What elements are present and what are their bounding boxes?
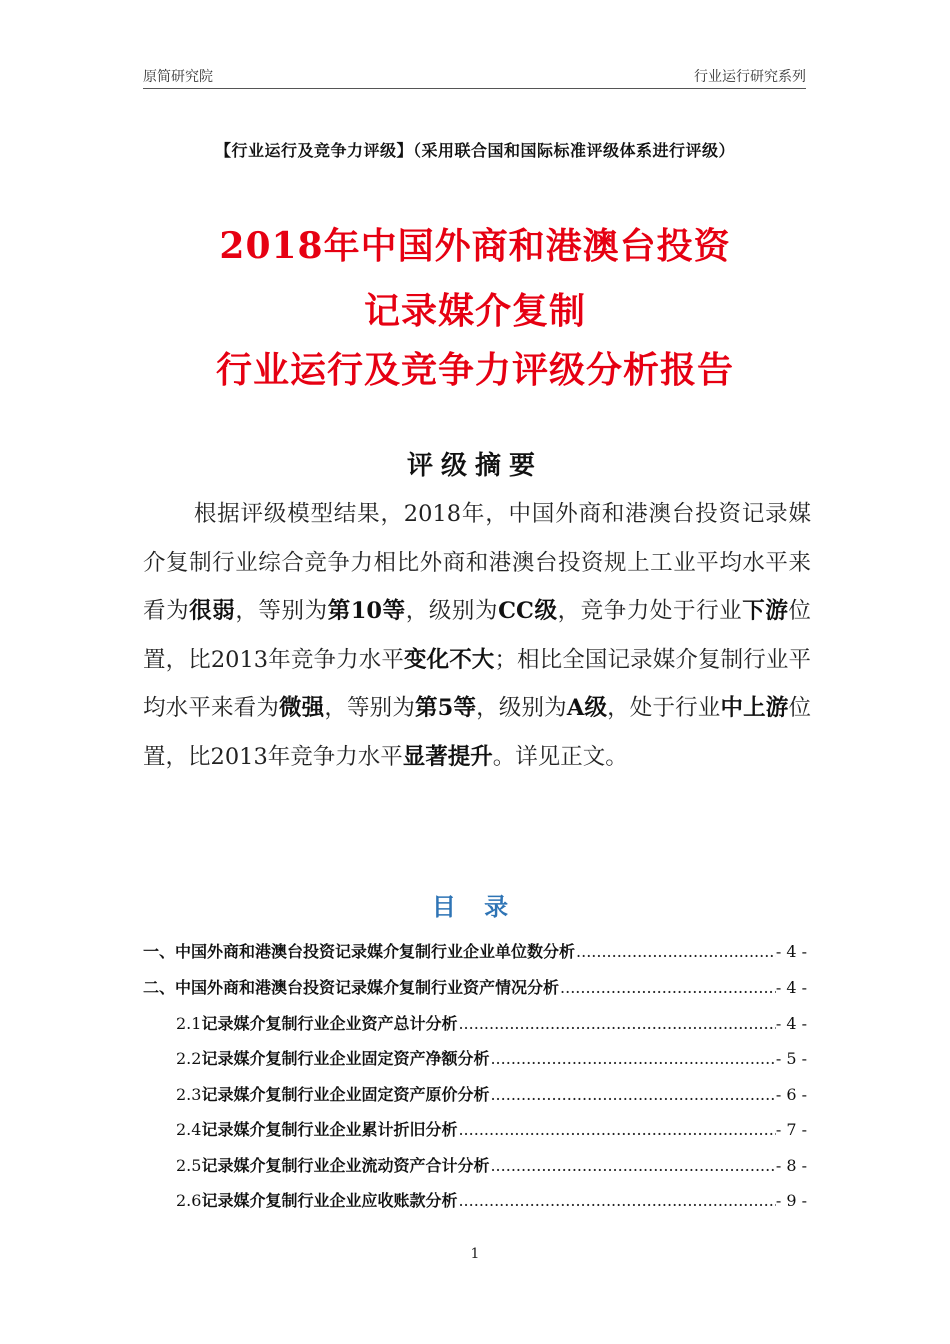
abstract-text: ，等别为 bbox=[235, 598, 328, 625]
toc-entry-number: 2.2 bbox=[176, 1049, 202, 1068]
toc-entry[interactable] bbox=[176, 1153, 807, 1177]
abstract-emphasis: A级 bbox=[566, 695, 608, 722]
toc-entry-number: 2.3 bbox=[176, 1085, 202, 1104]
toc-entry-number: 2.5 bbox=[176, 1156, 202, 1175]
toc-entry-number: 二、 bbox=[143, 978, 176, 997]
toc-entry[interactable] bbox=[176, 1082, 807, 1106]
toc-dot-leader bbox=[489, 1049, 775, 1068]
toc-entry[interactable] bbox=[176, 1117, 807, 1141]
toc-entry-number: 一、 bbox=[143, 942, 176, 961]
toc-entry[interactable] bbox=[176, 1046, 807, 1070]
toc-entry[interactable] bbox=[176, 1011, 807, 1035]
toc-entry-page: - 5 - bbox=[775, 1049, 807, 1068]
toc-dot-leader bbox=[575, 942, 776, 961]
toc-entry-number: 2.1 bbox=[176, 1014, 202, 1033]
abstract-paragraph bbox=[143, 490, 811, 782]
header-divider bbox=[143, 88, 806, 89]
toc-entry-text: 记录媒介复制行业企业固定资产净额分析 bbox=[201, 1049, 490, 1068]
toc-entry-number: 2.4 bbox=[176, 1120, 202, 1139]
toc-entry-page: - 7 - bbox=[775, 1120, 807, 1139]
header-left-text: 原简研究院 bbox=[143, 69, 213, 85]
toc-dot-leader bbox=[489, 1156, 775, 1175]
toc-entry-text: 记录媒介复制行业企业资产总计分析 bbox=[201, 1014, 458, 1033]
toc-dot-leader bbox=[457, 1014, 775, 1033]
rating-tagline: 【行业运行及竞争力评级】（采用联合国和国际标准评级体系进行评级） bbox=[214, 141, 735, 160]
abstract-text: 位置，比2013年竞争力水平 bbox=[143, 598, 811, 673]
abstract-text: ，等别为 bbox=[324, 695, 416, 722]
abstract-emphasis: 变化不大 bbox=[403, 646, 495, 673]
toc-entry-text: 记录媒介复制行业企业累计折旧分析 bbox=[201, 1120, 458, 1139]
abstract-emphasis: 显著提升 bbox=[402, 743, 493, 770]
toc-heading: 目 录 bbox=[431, 893, 519, 921]
toc-entry-page: - 4 - bbox=[775, 942, 807, 961]
abstract-emphasis: 中上游 bbox=[720, 695, 789, 722]
toc-dot-leader bbox=[457, 1191, 775, 1210]
toc-entry[interactable] bbox=[143, 939, 807, 963]
report-title-line-2: 记录媒介复制 bbox=[363, 290, 586, 332]
abstract-emphasis: 很弱 bbox=[189, 598, 236, 625]
toc-dot-leader bbox=[559, 978, 776, 997]
abstract-text: 根据评级模型结果，2018年，中国外商和港澳台投资记录媒介复制行业综合竞争力相比外商和港澳台投资规上工业平均水平来看为 bbox=[143, 501, 811, 625]
toc-entry-number: 2.6 bbox=[176, 1191, 202, 1210]
header-right-text: 行业运行研究系列 bbox=[694, 69, 806, 85]
abstract-emphasis: 微强 bbox=[279, 695, 325, 722]
report-title-line-1: 2018年中国外商和港澳台投资 bbox=[219, 225, 731, 267]
abstract-text: ；相比全国记录媒介复制行业平均水平来看为 bbox=[143, 646, 811, 722]
toc-entry-page: - 6 - bbox=[775, 1085, 807, 1104]
abstract-emphasis: 第10等 bbox=[327, 598, 406, 625]
toc-entry-page: - 9 - bbox=[775, 1191, 807, 1210]
toc-entry-text: 记录媒介复制行业企业固定资产原价分析 bbox=[201, 1085, 490, 1104]
toc-entry-text: 记录媒介复制行业企业流动资产合计分析 bbox=[201, 1156, 490, 1175]
toc-dot-leader bbox=[489, 1085, 775, 1104]
page-number: 1 bbox=[470, 1246, 480, 1262]
abstract-emphasis: 下游 bbox=[742, 598, 789, 625]
toc-entry-page: - 8 - bbox=[775, 1156, 807, 1175]
abstract-emphasis: 第5等 bbox=[415, 695, 477, 722]
toc-entry-text: 记录媒介复制行业企业应收账款分析 bbox=[201, 1191, 458, 1210]
abstract-text: ，级别为 bbox=[476, 695, 567, 722]
toc-entry-text: 中国外商和港澳台投资记录媒介复制行业资产情况分析 bbox=[175, 978, 560, 997]
toc-entry[interactable] bbox=[176, 1188, 807, 1212]
abstract-text: ，竞争力处于行业 bbox=[557, 598, 743, 625]
abstract-text: 位置，比2013年竞争力水平 bbox=[143, 695, 811, 770]
report-title-line-3: 行业运行及竞争力评级分析报告 bbox=[215, 349, 734, 391]
abstract-text: ，级别为 bbox=[405, 598, 499, 625]
toc-entry-page: - 4 - bbox=[775, 1014, 807, 1033]
toc-entry-page: - 4 - bbox=[775, 978, 807, 997]
abstract-emphasis: CC级 bbox=[498, 598, 558, 625]
abstract-text: ，处于行业 bbox=[607, 695, 721, 722]
toc-dot-leader bbox=[457, 1120, 775, 1139]
toc-entry-text: 中国外商和港澳台投资记录媒介复制行业企业单位数分析 bbox=[175, 942, 576, 961]
toc-entry[interactable] bbox=[143, 975, 807, 999]
abstract-text: 。详见正文。 bbox=[492, 743, 628, 770]
abstract-heading: 评级摘要 bbox=[406, 451, 543, 481]
